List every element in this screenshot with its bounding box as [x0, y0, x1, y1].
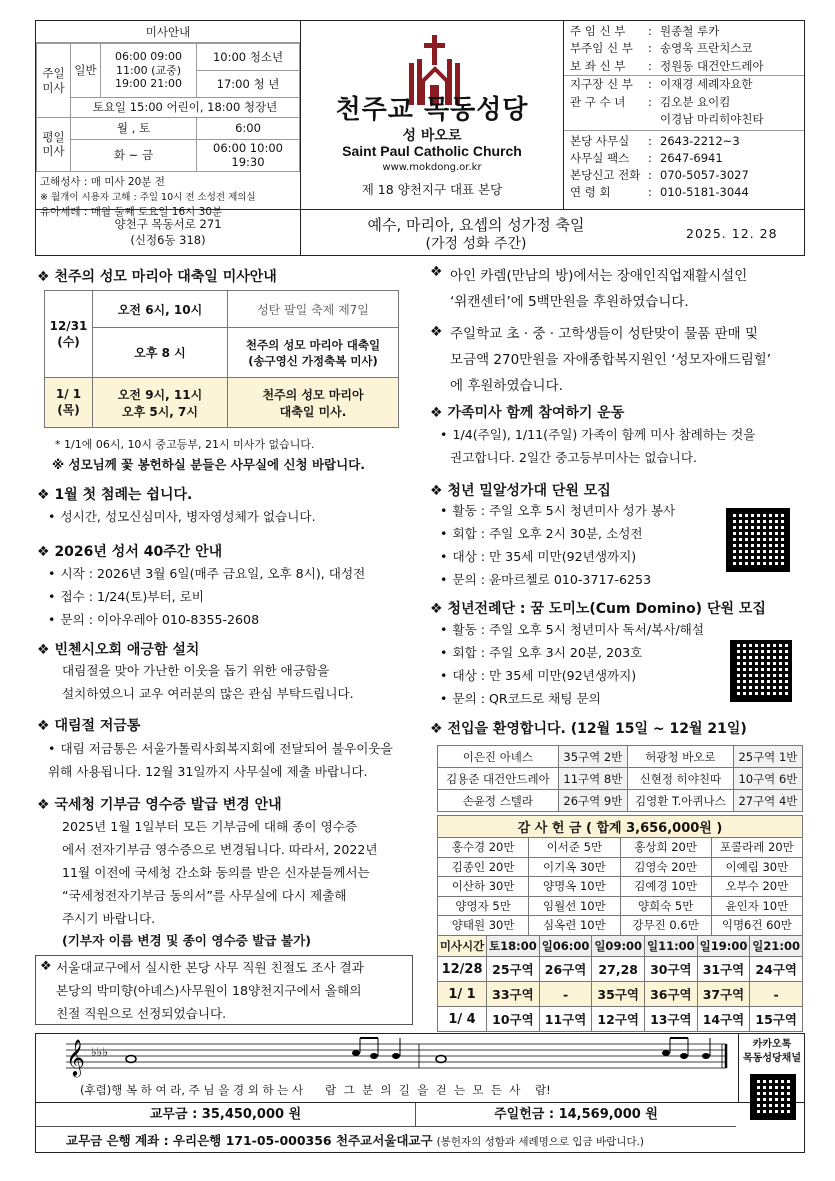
- staff-name: 송영욱 프란치스코: [660, 41, 753, 56]
- thanks-cell: 익명6건 60만: [711, 916, 802, 936]
- kindness-bullet-icon: ❖: [40, 959, 52, 974]
- text-line: 모금액 270만원을 자애종합복지원인 ‘성모자애드림힐’: [450, 352, 772, 368]
- list-item: • 문의 : 윤마르첼로 010-3717-6253: [440, 568, 675, 591]
- solemnity-table: [44, 290, 399, 428]
- thanks-cell: 임월선 10만: [529, 896, 620, 916]
- time-1231-a: 오전 6시, 10시: [93, 291, 228, 328]
- staff-role: 지구장 신 부: [570, 77, 633, 92]
- text-line: • 대림 저금통은 서울가톨릭사회복지회에 전달되어 불우이웃을: [48, 737, 393, 760]
- schedule-cell: 13구역: [645, 1007, 698, 1032]
- section-title-liturgy: ❖ 청년전례단 : 꿈 도미노(Cum Domino) 단원 모집: [430, 601, 766, 617]
- confession-note: 고해성사 : 매 미사 20분 전: [40, 175, 165, 188]
- text-line: • 1/4(주일), 1/11(주일) 가족이 함께 미사 참례하는 것을: [440, 423, 755, 446]
- schedule-header-cell: 일19:00: [697, 936, 750, 957]
- schedule-cell: 27,28: [592, 957, 645, 982]
- schedule-date: 1/ 4: [438, 1007, 487, 1032]
- text-line: 본당의 박미향(아녜스)사무원이 18양천지구에서 올해의: [56, 983, 362, 998]
- schedule-cell: -: [539, 982, 592, 1007]
- bank-account-note: (봉헌자의 성함과 세례명으로 입금 바랍니다.): [436, 1136, 645, 1148]
- youth-mass: 10:00 청소년: [197, 44, 299, 71]
- text-line: ‘위캔센터’에 5백만원을 후원하였습니다.: [450, 294, 689, 310]
- thanks-row: [438, 838, 803, 858]
- sunday-offering: 주일헌금 : 14,569,000 원: [416, 1103, 736, 1127]
- thanks-cell: 심옥련 10만: [529, 916, 620, 936]
- staff-row: [564, 40, 804, 57]
- text-line: 아인 카렘(만남의 방)에서는 장애인직업재활시설인: [450, 268, 748, 284]
- psalm-lyrics: (후렴)행 복 하 여 라, 주 님 을 경 외 하 는 사 람 그 분 의 길 을 걷 는 모 든 사 람!: [80, 1083, 551, 1097]
- thanks-row: [438, 857, 803, 877]
- contact-label: 사무실 팩스: [570, 151, 630, 166]
- newcomer-district: 35구역 2반: [558, 746, 627, 768]
- section-title-choir: ❖ 청년 밀알성가대 단원 모집: [430, 483, 611, 499]
- english-name: Saint Paul Catholic Church: [342, 143, 522, 159]
- staff-row: [564, 94, 804, 111]
- list-item: • 회합 : 주일 오후 3시 20분, 203호: [440, 641, 704, 664]
- choir-qr-code[interactable]: [726, 508, 790, 572]
- schedule-cell: 10구역: [487, 1007, 540, 1032]
- newcomer-name: 김영환 T.아퀴나스: [627, 790, 733, 812]
- saturday-mass: 토요일 15:00 어린이, 18:00 청장년: [71, 98, 300, 118]
- note-0101: 천주의 성모 마리아 대축일 미사.: [228, 378, 399, 428]
- contact-colon: :: [648, 134, 652, 149]
- schedule-cell: 33구역: [487, 982, 540, 1007]
- contact-value: 070-5057-3027: [660, 168, 749, 183]
- contact-colon: :: [648, 185, 652, 200]
- svg-text:𝄞: 𝄞: [66, 1038, 85, 1076]
- thanks-cell: 이서준 5만: [529, 838, 620, 858]
- thanks-cell: 오부수 20만: [711, 877, 802, 897]
- schedule-cell: 31구역: [697, 957, 750, 982]
- newcomer-district: 10구역 6반: [733, 768, 802, 790]
- sunday-label: 주일 미사: [37, 44, 71, 118]
- text-line: 권고합니다. 2일간 중고등부미사는 없습니다.: [450, 450, 698, 465]
- list-item: • 활동 : 주일 오후 5시 청년미사 성가 봉사: [440, 499, 675, 522]
- staff-name: 이경남 마리히야친타: [660, 112, 764, 127]
- thanks-cell: 강무진 0.6만: [620, 916, 711, 936]
- schedule-cell: 24구역: [750, 957, 803, 982]
- list-item: • 대상 : 만 35세 미만(92년생까지): [440, 664, 704, 687]
- date-1231: 12/31 (수): [45, 291, 93, 378]
- newcomer-district: 27구역 4반: [733, 790, 802, 812]
- note-1231-b: 천주의 성모 마리아 대축일 (송구영신 가정축복 미사): [228, 328, 399, 378]
- staff-name: 김오분 요이킴: [660, 94, 731, 109]
- finance-box: [35, 1103, 805, 1153]
- contact-label: 연 령 회: [570, 185, 611, 200]
- staff-role: 주 임 신 부: [570, 24, 626, 38]
- schedule-cell: 26구역: [539, 957, 592, 982]
- text-line: 11월 이전에 국세청 간소화 동의를 받은 신자분들께서는: [62, 865, 370, 880]
- thanks-cell: 홍상희 20만: [620, 838, 711, 858]
- staff-name: 원종철 루카: [660, 24, 720, 38]
- schedule-header-cell: 토18:00: [487, 936, 540, 957]
- text-line: 주시기 바랍니다.: [62, 911, 156, 926]
- thanks-header-row: [438, 816, 803, 838]
- schedule-header-cell: 미사시간: [438, 936, 487, 957]
- liturgy-list: [440, 618, 704, 710]
- newcomer-district: 11구역 8반: [558, 768, 627, 790]
- section-title-first-friday: ❖ 1월 첫 첨례는 쉽니다.: [37, 487, 193, 503]
- church-name: 천주교 목동성당: [335, 95, 529, 125]
- schedule-header-cell: 일06:00: [539, 936, 592, 957]
- mass-table: [36, 43, 300, 172]
- dues-total: 교무금 : 35,450,000 원: [36, 1103, 416, 1127]
- general-label: 일반: [71, 44, 101, 98]
- schedule-cell: 25구역: [487, 957, 540, 982]
- kindness-box: [35, 955, 413, 1025]
- baptism-note: 유아세례 : 매월 둘째 토요일 16시 30분: [40, 205, 223, 218]
- staff-colon: [648, 111, 660, 128]
- list-item: • 활동 : 주일 오후 5시 청년미사 독서/복사/해설: [440, 618, 704, 641]
- solemnity-note-2: ※ 성모님께 꽃 봉헌하실 분들은 사무실에 신청 바랍니다.: [52, 457, 366, 472]
- staff-role: 보 좌 신 부: [570, 58, 626, 73]
- schedule-cell: 12구역: [592, 1007, 645, 1032]
- weekday-time-1: 6:00: [197, 118, 300, 140]
- contact-value: 2643-2212~3: [660, 134, 740, 149]
- newcomer-name: 이은진 아녜스: [438, 746, 559, 768]
- schedule-header-cell: 일09:00: [592, 936, 645, 957]
- district-label: 제 18 양천지구 대표 본당: [361, 182, 503, 197]
- newcomer-row: [438, 768, 803, 790]
- solemnity-note-1: * 1/1에 06시, 10시 중고등부, 21시 미사가 없습니다.: [55, 438, 315, 451]
- section-title-newcomers: ❖ 전입을 환영합니다. (12월 15일 ~ 12월 21일): [430, 721, 747, 737]
- donation-ainkarem: ❖: [430, 264, 443, 280]
- staff-colon: :: [648, 94, 652, 109]
- weekday-days-1: 월 , 토: [71, 118, 197, 140]
- thanks-cell: 양영자 5만: [438, 896, 529, 916]
- schedule-cell: 37구역: [697, 982, 750, 1007]
- section-title-family: ❖ 가족미사 함께 참여하기 운동: [430, 405, 625, 421]
- section-title-advent: ❖ 대림절 저금통: [37, 718, 141, 734]
- schedule-cell: -: [750, 982, 803, 1007]
- text-line: 주일학교 초 · 중 · 고학생들이 성탄맞이 물품 판매 및: [450, 326, 759, 342]
- sundayschool-text: [450, 321, 771, 399]
- section-title-vincent: ❖ 빈첸시오회 애긍함 설치: [37, 642, 200, 658]
- text-line: 설치하였으니 교우 여러분의 많은 관심 부탁드립니다.: [62, 686, 354, 701]
- staff-colon: :: [648, 58, 652, 73]
- kakao-channel-label: 카카오톡 목동성당채널: [743, 1039, 801, 1064]
- bank-account: 교무금 은행 계좌 : 우리은행 171-05-000356 천주교서울대교구: [66, 1133, 433, 1148]
- contact-colon: :: [648, 168, 652, 183]
- schedule-cell: 15구역: [750, 1007, 803, 1032]
- contact-label: 본당신고 전화: [570, 168, 641, 183]
- newcomer-name: 신현정 히야친따: [627, 768, 733, 790]
- list-item: • 문의 : 이아우레아 010-8355-2608: [48, 608, 365, 631]
- time-1231-b: 오후 8 시: [93, 328, 228, 378]
- ainkarem-text: [450, 263, 747, 315]
- weekday-time-2: 06:00 10:00 19:30: [197, 140, 300, 172]
- newcomer-district: 25구역 1반: [733, 746, 802, 768]
- first-friday-item: • 성시간, 성모신심미사, 병자영성체가 없습니다.: [48, 505, 316, 528]
- schedule-date: 12/28: [438, 957, 487, 982]
- list-item: • 회합 : 주일 오후 2시 30분, 소성전: [440, 522, 675, 545]
- staff-contacts: [563, 21, 804, 209]
- staff-colon: :: [648, 24, 652, 38]
- newcomer-row: [438, 746, 803, 768]
- thanks-cell: 김종인 20만: [438, 857, 529, 877]
- bulletin-header: [35, 20, 805, 218]
- thanks-cell: 이기옥 30만: [529, 857, 620, 877]
- list-item: • 시작 : 2026년 3월 6일(매주 금요일, 오후 8시), 대성전: [48, 562, 365, 585]
- website-link[interactable]: www.mokdong.or.kr: [382, 162, 482, 173]
- feast-subtitle: (가정 성화 주간): [425, 236, 527, 252]
- music-staff-icon: [36, 1034, 736, 1080]
- contact-label: 본당 사무실: [570, 134, 630, 149]
- contact-value: 2647-6941: [660, 151, 723, 166]
- text-line: 서울대교구에서 실시한 본당 사무 직원 친절도 조사 결과: [56, 960, 364, 975]
- section-title-bible: ❖ 2026년 성서 40주간 안내: [37, 544, 223, 560]
- list-item: • 문의 : QR코드로 채팅 문의: [440, 687, 704, 710]
- staff-row: [564, 58, 804, 75]
- date-0101: 1/ 1 (목): [45, 378, 93, 428]
- newcomer-row: [438, 790, 803, 812]
- list-item: • 대상 : 만 35세 미만(92년생까지): [440, 545, 675, 568]
- section-title-tax: ❖ 국세청 기부금 영수증 발급 변경 안내: [37, 797, 282, 813]
- tax-note: (기부자 이름 변경 및 종이 영수증 발급 불가): [62, 933, 312, 948]
- text-line: 2025년 1월 1일부터 모든 기부금에 대해 종이 영수증: [62, 819, 358, 834]
- schedule-header-cell: 일11:00: [645, 936, 698, 957]
- choir-list: [440, 499, 675, 591]
- thanks-cell: 이산하 30만: [438, 877, 529, 897]
- thanks-cell: 김예경 10만: [620, 877, 711, 897]
- schedule-header-row: [438, 936, 803, 957]
- title-bar: [35, 210, 805, 256]
- thanks-row: [438, 896, 803, 916]
- contact-colon: :: [648, 151, 652, 166]
- thanks-cell: 홍수경 20만: [438, 838, 529, 858]
- staff-row: [564, 75, 804, 93]
- staff-row: [564, 111, 804, 128]
- liturgy-qr-code[interactable]: [730, 640, 792, 702]
- schedule-cell: 35구역: [592, 982, 645, 1007]
- schedule-cell: 36구역: [645, 982, 698, 1007]
- staff-colon: :: [648, 77, 652, 92]
- contact-row: [564, 133, 804, 150]
- vincent-text: [62, 659, 354, 705]
- time-0101: 오전 9시, 11시 오후 5시, 7시: [93, 378, 228, 428]
- contact-value: 010-5181-3044: [660, 185, 749, 200]
- weekday-days-2: 화 ~ 금: [71, 140, 197, 172]
- elder-confession-note: ※ 월개이 시용자 고해 : 주일 10시 전 소성전 제의실: [40, 191, 256, 203]
- thanks-cell: 포콜라레 20만: [711, 838, 802, 858]
- schedule-cell: 14구역: [697, 1007, 750, 1032]
- schedule-row: [438, 957, 803, 982]
- thanks-title: 감 사 헌 금 ( 합계 3,656,000원 ): [438, 816, 803, 838]
- thanks-cell: 이예림 30만: [711, 857, 802, 877]
- newcomer-table: [437, 745, 803, 812]
- feast-title: 예수, 마리아, 요셉의 성가정 축일: [367, 216, 585, 234]
- bulletin-date: 2025. 12. 28: [686, 226, 778, 241]
- note-1231-a: 성탄 팔일 축제 제7일: [228, 291, 399, 328]
- family-text: [440, 423, 755, 469]
- schedule-header-cell: 일21:00: [750, 936, 803, 957]
- thanks-cell: 김영숙 20만: [620, 857, 711, 877]
- staff-role: 관 구 수 녀: [570, 94, 626, 109]
- sunday-times: 06:00 09:00 11:00 (교중) 19:00 21:00: [101, 44, 197, 98]
- staff-colon: :: [648, 41, 652, 56]
- staff-name: 이재경 세례자요한: [660, 77, 753, 92]
- staff-name: 정원동 대건안드레아: [660, 58, 764, 73]
- weekday-label: 평일 미사: [37, 118, 71, 172]
- schedule-date: 1/ 1: [438, 982, 487, 1007]
- thanks-row: [438, 916, 803, 936]
- bank-account-line: [66, 1131, 644, 1149]
- staff-role: 부주임 신 부: [570, 41, 633, 56]
- schedule-table: [437, 935, 803, 1032]
- thanks-cell: 양태원 30만: [438, 916, 529, 936]
- patron-name: 성 바오로: [402, 128, 462, 144]
- text-line: 위해 사용됩니다. 12월 31일까지 사무실에 제출 바랍니다.: [48, 764, 368, 779]
- schedule-cell: 30구역: [645, 957, 698, 982]
- mass-title: 미사안내: [36, 21, 300, 43]
- staff-role: [570, 111, 648, 128]
- text-line: 에서 전자기부금 영수증으로 변경됩니다. 따라서, 2022년: [62, 842, 378, 857]
- church-logo-block: [301, 21, 563, 209]
- tax-text: [62, 815, 378, 930]
- mass-schedule-box: [36, 21, 301, 218]
- schedule-cell: 11구역: [539, 1007, 592, 1032]
- text-line: “국세청전자기부금 동의서”를 사무실에 다시 제출해: [62, 888, 347, 903]
- section-title-solemnity: ❖ 천주의 성모 마리아 대축일 미사안내: [37, 269, 277, 285]
- church-address: 양천구 목동서로 271 (신정6동 318): [36, 210, 301, 255]
- contact-row: [564, 167, 804, 184]
- text-line: 에 후원하였습니다.: [450, 378, 563, 394]
- thanks-row: [438, 877, 803, 897]
- thanks-cell: 양희숙 5만: [620, 896, 711, 916]
- contact-row: [564, 150, 804, 167]
- young-adult-mass: 17:00 청 년: [216, 77, 280, 91]
- list-item: • 접수 : 1/24(토)부터, 로비: [48, 585, 365, 608]
- staff-row: [564, 23, 804, 40]
- text-line: 친절 직원으로 선정되었습니다.: [56, 1006, 227, 1021]
- newcomer-name: 손윤정 스텔라: [438, 790, 559, 812]
- contact-row: [564, 184, 804, 201]
- bible-list: [48, 562, 365, 631]
- schedule-row: [438, 1007, 803, 1032]
- svg-text:♭♭♭: ♭♭♭: [91, 1045, 108, 1059]
- thanks-cell: 윤인자 10만: [711, 896, 802, 916]
- advent-text: [48, 737, 393, 783]
- psalm-music: [35, 1033, 805, 1103]
- newcomer-name: 허광청 바오로: [627, 746, 733, 768]
- donation-sundayschool-bullet-icon: ❖: [430, 324, 443, 340]
- thanks-table: [437, 815, 803, 936]
- thanks-cell: 양명옥 10만: [529, 877, 620, 897]
- newcomer-district: 26구역 9반: [558, 790, 627, 812]
- newcomer-name: 김용준 대건안드레아: [438, 768, 559, 790]
- schedule-row: [438, 982, 803, 1007]
- text-line: 대림절을 맞아 가난한 이웃을 돕기 위한 애긍함을: [62, 663, 330, 678]
